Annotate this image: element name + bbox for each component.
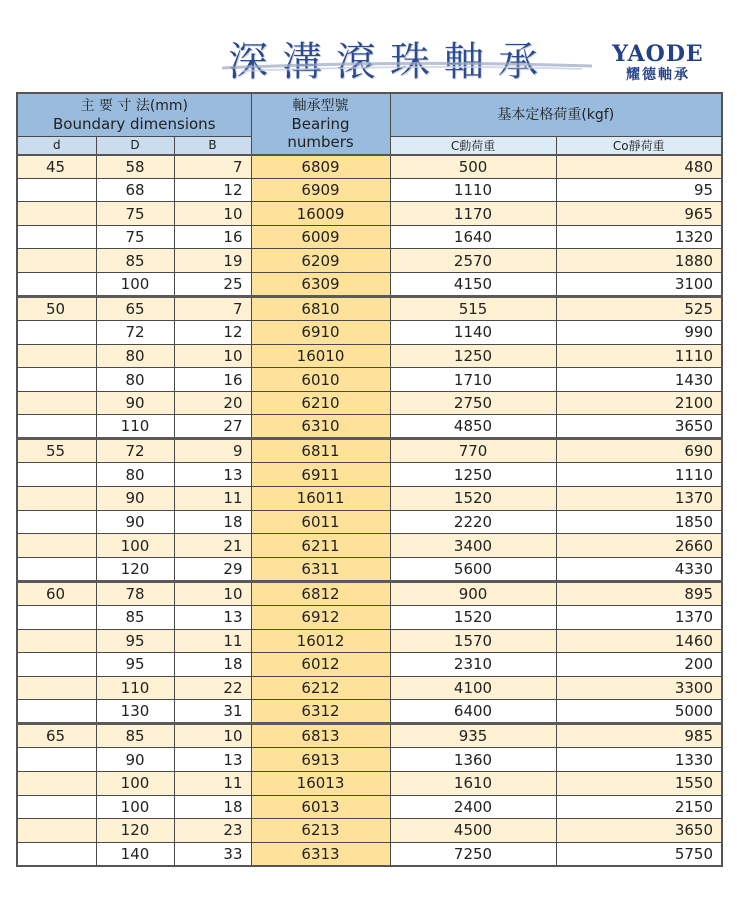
cell-d [17,487,96,511]
cell-D: 100 [96,534,174,558]
cell-Co-load: 1430 [556,368,722,392]
cell-Co-load: 1110 [556,463,722,487]
cell-d [17,819,96,843]
title-swoosh-decoration [222,58,592,74]
cell-C-load: 1170 [390,202,556,226]
cell-d [17,510,96,534]
cell-d [17,605,96,629]
col-header-C: C動荷重 [390,136,556,155]
table-row [17,368,722,392]
table-row [17,155,722,179]
cell-C-load: 1140 [390,321,556,345]
cell-B: 21 [174,534,251,558]
cell-B: 11 [174,629,251,653]
cell-Co-load: 2660 [556,534,722,558]
col-header-d: d [17,136,96,155]
cell-Co-load: 965 [556,202,722,226]
cell-B: 10 [174,202,251,226]
brand-name-en: YAODE [612,41,704,67]
cell-bearing-number: 6012 [251,653,390,677]
cell-D: 68 [96,178,174,202]
cell-D: 110 [96,676,174,700]
cell-d: 65 [17,724,96,748]
cell-B: 22 [174,676,251,700]
table-row [17,297,722,321]
cell-bearing-number: 6812 [251,581,390,605]
col-header-B: B [174,136,251,155]
cell-B: 11 [174,771,251,795]
table-row [17,629,722,653]
cell-C-load: 500 [390,155,556,179]
cell-bearing-number: 6213 [251,819,390,843]
table-row [17,819,722,843]
cell-D: 110 [96,415,174,439]
cell-bearing-number: 16013 [251,771,390,795]
cell-D: 120 [96,557,174,581]
table-row [17,557,722,581]
cell-B: 33 [174,842,251,866]
cell-B: 25 [174,273,251,297]
cell-d [17,700,96,724]
cell-d [17,202,96,226]
cell-D: 90 [96,487,174,511]
table-row [17,676,722,700]
cell-Co-load: 1370 [556,487,722,511]
cell-bearing-number: 6909 [251,178,390,202]
cell-bearing-number: 6810 [251,297,390,321]
cell-C-load: 1640 [390,225,556,249]
cell-D: 90 [96,391,174,415]
cell-C-load: 1520 [390,605,556,629]
cell-bearing-number: 6212 [251,676,390,700]
cell-bearing-number: 6209 [251,249,390,273]
cell-D: 100 [96,273,174,297]
cell-d [17,676,96,700]
cell-Co-load: 525 [556,297,722,321]
cell-B: 10 [174,344,251,368]
cell-D: 95 [96,653,174,677]
brand-name-zh: 耀德軸承 [626,67,690,83]
cell-bearing-number: 16011 [251,487,390,511]
cell-D: 80 [96,463,174,487]
cell-D: 140 [96,842,174,866]
brand-logo [598,42,718,84]
boundary-header-zh: 主 要 寸 法(mm) [80,97,189,114]
cell-C-load: 1570 [390,629,556,653]
cell-d [17,463,96,487]
cell-bearing-number: 6813 [251,724,390,748]
cell-D: 120 [96,819,174,843]
cell-Co-load: 3650 [556,819,722,843]
cell-B: 18 [174,510,251,534]
table-row [17,534,722,558]
cell-B: 29 [174,557,251,581]
cell-B: 31 [174,700,251,724]
page-header [0,0,737,92]
cell-C-load: 4150 [390,273,556,297]
cell-C-load: 4500 [390,819,556,843]
cell-d: 60 [17,581,96,605]
cell-d [17,225,96,249]
col-header-D: D [96,136,174,155]
cell-d [17,273,96,297]
cell-D: 65 [96,297,174,321]
cell-Co-load: 1550 [556,771,722,795]
cell-C-load: 1520 [390,487,556,511]
cell-D: 85 [96,724,174,748]
cell-B: 16 [174,368,251,392]
cell-B: 13 [174,463,251,487]
cell-d: 45 [17,155,96,179]
cell-C-load: 4850 [390,415,556,439]
cell-bearing-number: 6913 [251,748,390,772]
cell-B: 13 [174,748,251,772]
table-row [17,653,722,677]
table-row [17,273,722,297]
cell-bearing-number: 6313 [251,842,390,866]
cell-B: 23 [174,819,251,843]
cell-C-load: 515 [390,297,556,321]
table-row [17,510,722,534]
cell-Co-load: 200 [556,653,722,677]
cell-d [17,795,96,819]
cell-d [17,368,96,392]
cell-B: 19 [174,249,251,273]
cell-C-load: 1250 [390,463,556,487]
col-header-Co: Co靜荷重 [556,136,722,155]
table-row [17,439,722,463]
cell-Co-load: 2150 [556,795,722,819]
cell-D: 85 [96,249,174,273]
cell-Co-load: 895 [556,581,722,605]
table-row [17,344,722,368]
cell-Co-load: 1460 [556,629,722,653]
cell-B: 18 [174,795,251,819]
cell-d [17,557,96,581]
cell-D: 80 [96,344,174,368]
cell-B: 7 [174,297,251,321]
cell-d [17,771,96,795]
cell-bearing-number: 6211 [251,534,390,558]
table-row [17,724,722,748]
load-rating-header: 基本定格荷重(kgf) [390,93,722,136]
table-row [17,842,722,866]
table-row [17,463,722,487]
table-row [17,249,722,273]
table-row [17,581,722,605]
cell-Co-load: 985 [556,724,722,748]
table-body [17,155,722,866]
table-row [17,321,722,345]
cell-Co-load: 1370 [556,605,722,629]
cell-d [17,629,96,653]
cell-d [17,344,96,368]
cell-bearing-number: 6809 [251,155,390,179]
bearing-numbers-header [251,93,390,155]
cell-bearing-number: 6911 [251,463,390,487]
cell-C-load: 935 [390,724,556,748]
cell-Co-load: 1110 [556,344,722,368]
cell-bearing-number: 6009 [251,225,390,249]
cell-d [17,391,96,415]
cell-Co-load: 5000 [556,700,722,724]
cell-B: 10 [174,724,251,748]
cell-bearing-number: 16009 [251,202,390,226]
cell-B: 18 [174,653,251,677]
cell-D: 75 [96,202,174,226]
cell-Co-load: 3100 [556,273,722,297]
table-row [17,795,722,819]
cell-C-load: 1360 [390,748,556,772]
cell-Co-load: 690 [556,439,722,463]
cell-D: 95 [96,629,174,653]
cell-bearing-number: 16010 [251,344,390,368]
cell-D: 75 [96,225,174,249]
table-row [17,178,722,202]
table-row [17,225,722,249]
cell-Co-load: 5750 [556,842,722,866]
cell-d [17,249,96,273]
cell-C-load: 3400 [390,534,556,558]
cell-B: 12 [174,178,251,202]
cell-B: 12 [174,321,251,345]
cell-D: 85 [96,605,174,629]
cell-D: 100 [96,795,174,819]
cell-B: 11 [174,487,251,511]
cell-d [17,415,96,439]
bearing-spec-table [16,92,723,867]
cell-C-load: 1110 [390,178,556,202]
table-row [17,391,722,415]
cell-D: 78 [96,581,174,605]
cell-Co-load: 4330 [556,557,722,581]
cell-d [17,178,96,202]
cell-B: 7 [174,155,251,179]
cell-bearing-number: 6811 [251,439,390,463]
cell-C-load: 4100 [390,676,556,700]
page-title: 深溝滾珠軸承 [228,39,552,85]
cell-d: 55 [17,439,96,463]
cell-bearing-number: 6311 [251,557,390,581]
cell-d [17,748,96,772]
cell-B: 20 [174,391,251,415]
cell-bearing-number: 6910 [251,321,390,345]
cell-D: 58 [96,155,174,179]
cell-d [17,534,96,558]
cell-D: 72 [96,321,174,345]
cell-B: 10 [174,581,251,605]
cell-Co-load: 1320 [556,225,722,249]
table-row [17,487,722,511]
cell-bearing-number: 6312 [251,700,390,724]
cell-B: 27 [174,415,251,439]
cell-C-load: 900 [390,581,556,605]
cell-C-load: 2570 [390,249,556,273]
cell-C-load: 1710 [390,368,556,392]
table-row [17,202,722,226]
cell-B: 9 [174,439,251,463]
bearing-header-zh: 軸承型號 [292,97,349,114]
cell-bearing-number: 6912 [251,605,390,629]
table-row [17,771,722,795]
cell-bearing-number: 6210 [251,391,390,415]
cell-C-load: 5600 [390,557,556,581]
cell-Co-load: 1330 [556,748,722,772]
table-row [17,700,722,724]
cell-C-load: 1610 [390,771,556,795]
cell-D: 100 [96,771,174,795]
cell-C-load: 2220 [390,510,556,534]
cell-Co-load: 480 [556,155,722,179]
cell-d [17,653,96,677]
cell-bearing-number: 6309 [251,273,390,297]
cell-Co-load: 3650 [556,415,722,439]
cell-C-load: 770 [390,439,556,463]
cell-d: 50 [17,297,96,321]
cell-C-load: 2750 [390,391,556,415]
cell-Co-load: 2100 [556,391,722,415]
cell-Co-load: 1880 [556,249,722,273]
cell-bearing-number: 6010 [251,368,390,392]
cell-C-load: 1250 [390,344,556,368]
cell-D: 72 [96,439,174,463]
table-row [17,748,722,772]
cell-B: 16 [174,225,251,249]
cell-Co-load: 95 [556,178,722,202]
cell-D: 130 [96,700,174,724]
cell-bearing-number: 6011 [251,510,390,534]
boundary-header-en: Boundary dimensions [52,114,216,133]
cell-B: 13 [174,605,251,629]
cell-bearing-number: 6013 [251,795,390,819]
cell-d [17,321,96,345]
cell-D: 90 [96,510,174,534]
table-row [17,415,722,439]
cell-C-load: 2400 [390,795,556,819]
cell-C-load: 6400 [390,700,556,724]
bearing-header-en: Bearing numbers [287,114,354,151]
cell-d [17,842,96,866]
cell-bearing-number: 16012 [251,629,390,653]
cell-D: 90 [96,748,174,772]
cell-bearing-number: 6310 [251,415,390,439]
cell-C-load: 2310 [390,653,556,677]
cell-Co-load: 3300 [556,676,722,700]
cell-Co-load: 1850 [556,510,722,534]
cell-Co-load: 990 [556,321,722,345]
cell-D: 80 [96,368,174,392]
boundary-dimensions-header [17,93,251,136]
table-row [17,605,722,629]
cell-C-load: 7250 [390,842,556,866]
